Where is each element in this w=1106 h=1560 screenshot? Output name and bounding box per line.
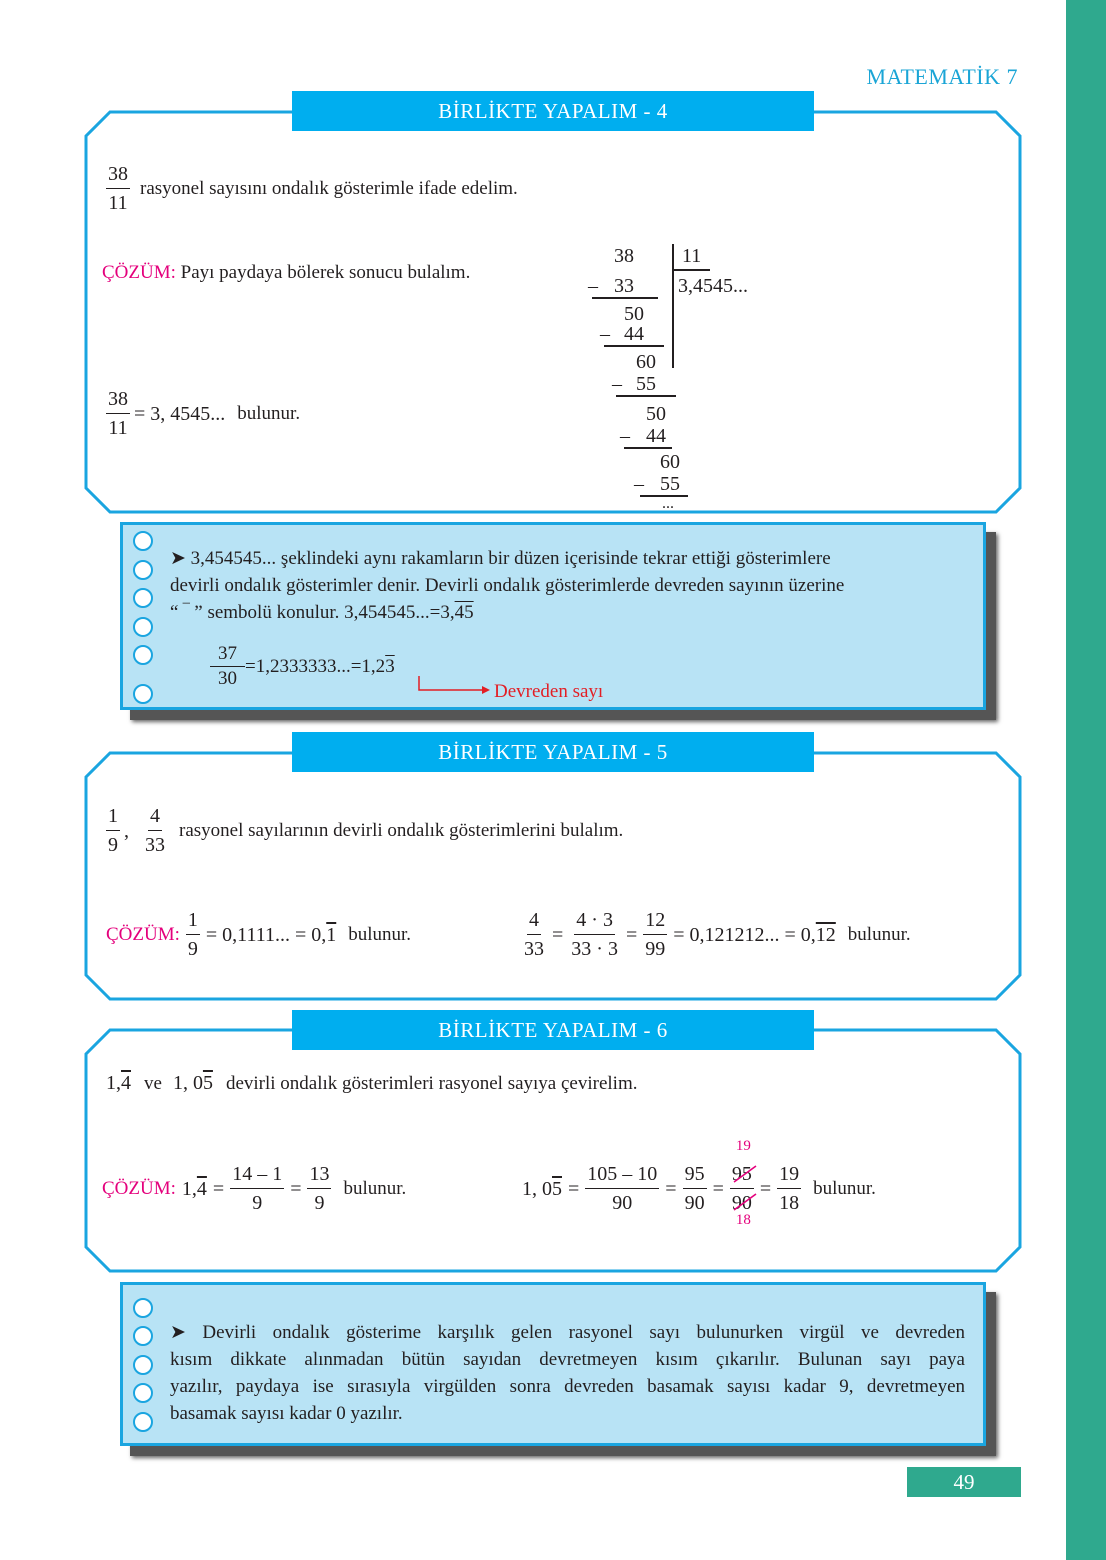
decimal-int: 1, xyxy=(181,1177,197,1200)
repeating-digits: 45 xyxy=(454,602,474,623)
result-suffix: bulunur. xyxy=(348,923,412,945)
long-division xyxy=(580,244,780,514)
fraction-denominator: 90 xyxy=(731,1192,752,1214)
fraction-4x3-33x3 xyxy=(569,906,620,963)
fraction-numerator: 95 xyxy=(730,1160,754,1189)
question-text: devirli ondalık gösterimleri rasyonel sayıya çevirelim. xyxy=(225,1073,638,1094)
ring-icon xyxy=(133,684,153,704)
cancel-strike-icon xyxy=(730,1160,758,1216)
fraction-numerator: 4 xyxy=(148,802,162,831)
equation-text: = 0,121212... = 0, xyxy=(673,923,816,946)
fraction-denominator: 30 xyxy=(218,668,237,689)
result-suffix: bulunur. xyxy=(343,1177,407,1199)
fraction-numerator: 4 xyxy=(527,906,541,935)
comma: , xyxy=(124,819,129,842)
minus-sign: – xyxy=(612,373,622,395)
conjunction: ve xyxy=(144,1073,162,1094)
fraction-95-90-unsimplified xyxy=(585,1160,659,1217)
ring-icon xyxy=(133,1298,153,1318)
fraction-1-9 xyxy=(186,906,200,963)
fraction-denominator: 90 xyxy=(612,1192,633,1214)
equals-sign: = xyxy=(552,923,564,946)
fraction-denominator: 99 xyxy=(645,938,666,960)
step-ellipsis: ... xyxy=(662,495,674,512)
minus-sign: – xyxy=(588,275,598,297)
fraction-numerator: 1 xyxy=(106,802,120,831)
step-value: 33 xyxy=(614,275,634,297)
fraction-denominator: 11 xyxy=(108,417,128,439)
step-line xyxy=(624,447,672,449)
minus-sign: – xyxy=(620,425,630,447)
fraction-19-18 xyxy=(777,1160,801,1217)
fraction-denominator: 33 xyxy=(524,938,544,960)
note1-line3 xyxy=(170,600,474,626)
page-number: 49 xyxy=(907,1467,1021,1497)
fraction-numerator: 95 xyxy=(683,1160,707,1189)
step-value: 50 xyxy=(646,403,666,425)
repeating-digit: 1 xyxy=(326,923,337,946)
note2-line4: basamak sayısı kadar 0 yazılır. xyxy=(170,1403,403,1424)
section6-solution-left xyxy=(102,1160,406,1217)
section6-banner: BİRLİKTE YAPALIM - 6 xyxy=(292,1010,814,1050)
step-value: 44 xyxy=(624,323,644,345)
repeating-digit: 3 xyxy=(385,655,395,677)
equals-sign: = xyxy=(290,1177,302,1200)
ring-icon xyxy=(133,560,153,580)
step-line xyxy=(604,345,664,347)
fraction-denominator: 9 xyxy=(252,1192,263,1214)
fraction-95-90-crossed xyxy=(730,1138,754,1228)
note2-line1: ➤ Devirli ondalık gösterime karşılık gelen rasyonel sayı bulunurken virgül ve devreden xyxy=(170,1322,965,1343)
fraction-13-9-unsimplified xyxy=(230,1160,284,1217)
ring-icon xyxy=(133,617,153,637)
result-suffix: bulunur. xyxy=(237,402,301,424)
fraction-numerator: 37 xyxy=(210,642,245,667)
result-suffix: bulunur. xyxy=(813,1177,876,1199)
page-header: MATEMATİK 7 xyxy=(866,64,1018,89)
fraction-95-90 xyxy=(683,1160,707,1217)
fraction-numerator: 105 – 10 xyxy=(585,1160,659,1189)
section5-question xyxy=(106,802,623,859)
repeating-digits: 12 xyxy=(815,923,836,946)
section4-question xyxy=(106,160,518,217)
equation-text: = 0,1111... = 0, xyxy=(205,923,327,946)
fraction-numerator: 14 – 1 xyxy=(230,1160,284,1189)
step-value: 44 xyxy=(646,425,666,447)
divisor-line xyxy=(672,269,710,271)
arrow-label: Devreden sayı xyxy=(494,681,604,702)
fraction-numerator: 1 xyxy=(186,906,200,935)
fraction-denominator: 33 xyxy=(145,834,165,856)
result-suffix: bulunur. xyxy=(847,923,911,945)
note1-line2: devirli ondalık gösterimler denir. Devirli ondalık gösterimlerde devreden sayının üzerine xyxy=(170,575,845,596)
minus-sign: – xyxy=(600,323,610,345)
step-line xyxy=(592,297,658,299)
section6-solution-right xyxy=(522,1138,876,1228)
note1-line3-text: “ ‾ ” sembolü konulur. 3,454545...=3, xyxy=(170,602,455,623)
step-value: 60 xyxy=(660,451,680,473)
fraction-denominator: 9 xyxy=(314,1192,325,1214)
ring-icon xyxy=(133,645,153,665)
repeating-digit: 4 xyxy=(196,1177,207,1200)
equals-sign: = xyxy=(759,1177,772,1200)
section5-solution-right xyxy=(522,906,911,963)
arrow-icon xyxy=(412,674,492,698)
note1-line1: ➤ 3,454545... şeklindeki aynı rakamların bir düzen içerisinde tekrar ettiği gösterimlere xyxy=(170,548,831,569)
fraction-numerator: 19 xyxy=(777,1160,801,1189)
fraction-numerator: 12 xyxy=(643,906,667,935)
equals-sign: = xyxy=(625,923,638,946)
minus-sign: – xyxy=(634,473,644,495)
fraction-numerator: 38 xyxy=(106,160,130,189)
example-text: =1,2333333...=1,2 xyxy=(245,655,386,677)
fraction-denominator: 90 xyxy=(684,1192,705,1214)
fraction-37-30 xyxy=(210,642,245,691)
equals-sign: = xyxy=(212,1177,225,1200)
fraction-13-9 xyxy=(307,1160,331,1217)
decimal-int: 1, 0 xyxy=(522,1177,552,1200)
fraction-denominator: 9 xyxy=(187,938,198,960)
equals-sign: = xyxy=(712,1177,724,1200)
section5-solution-left xyxy=(106,906,411,963)
fraction-denominator: 33 · 3 xyxy=(571,938,618,960)
section4-solution xyxy=(102,260,470,286)
simplified-denominator: 18 xyxy=(735,1212,751,1228)
fraction-38-11 xyxy=(106,385,130,442)
solution-label: ÇÖZÜM: xyxy=(102,1177,176,1199)
fraction-numerator: 13 xyxy=(307,1160,331,1189)
fraction-38-11 xyxy=(106,160,130,217)
step-value: 55 xyxy=(636,373,656,395)
fraction-denominator: 18 xyxy=(779,1192,800,1214)
fraction-numerator: 4 · 3 xyxy=(574,906,615,935)
repeating-digit: 5 xyxy=(552,1177,562,1200)
ring-icon xyxy=(133,1355,153,1375)
section4-result xyxy=(106,385,300,442)
division-bar xyxy=(672,244,674,368)
question-text: rasyonel sayısını ondalık gösterimle ifade edelim. xyxy=(140,177,518,199)
divisor: 11 xyxy=(682,245,702,267)
fraction-denominator: 11 xyxy=(108,192,128,214)
fraction-12-99 xyxy=(643,906,667,963)
solution-label: ÇÖZÜM: xyxy=(102,262,176,283)
simplified-numerator: 19 xyxy=(735,1138,751,1154)
repeating-digit: 5 xyxy=(202,1072,213,1094)
section6-frame xyxy=(86,1030,1020,1271)
note1-example xyxy=(210,642,395,691)
fraction-1-9 xyxy=(106,802,120,859)
step-value: 50 xyxy=(624,303,644,325)
note2-line3: yazılır, paydaya ise sırasıyla virgülden sonra devreden basamak sayısı kadar 9, devretmeyen xyxy=(170,1376,965,1397)
decimal-int: 1, xyxy=(106,1072,121,1094)
decimal-int: 1, 0 xyxy=(172,1072,203,1094)
step-value: 60 xyxy=(636,351,656,373)
fraction-numerator: 38 xyxy=(106,385,130,414)
step-line xyxy=(616,395,676,397)
fraction-denominator: 9 xyxy=(108,834,118,856)
solution-text: Payı paydaya bölerek sonucu bulalım. xyxy=(180,262,471,283)
step-value: 55 xyxy=(660,473,680,495)
result-value: = 3, 4545... xyxy=(134,402,226,425)
section4-banner: BİRLİKTE YAPALIM - 4 xyxy=(292,91,814,131)
section6-question xyxy=(106,1070,637,1097)
question-text: rasyonel sayılarının devirli ondalık gösterimlerini bulalım. xyxy=(179,819,624,841)
repeating-digit: 4 xyxy=(121,1072,131,1094)
ring-icon xyxy=(133,1383,153,1403)
section5-banner: BİRLİKTE YAPALIM - 5 xyxy=(292,732,814,772)
equals-sign: = xyxy=(665,1177,677,1200)
ring-icon xyxy=(133,1326,153,1346)
fraction-4-33 xyxy=(143,802,167,859)
quotient: 3,4545... xyxy=(678,275,748,297)
note2-line2: kısım dikkate alınmadan bütün sayıdan devretmeyen kısım çıkarılır. Bulunan sayı paya xyxy=(170,1349,965,1370)
ring-icon xyxy=(133,1412,153,1432)
ring-icon xyxy=(133,531,153,551)
ring-icon xyxy=(133,588,153,608)
fraction-4-33 xyxy=(522,906,546,963)
equals-sign: = xyxy=(568,1177,580,1200)
dividend: 38 xyxy=(614,245,634,267)
solution-label: ÇÖZÜM: xyxy=(106,923,180,945)
